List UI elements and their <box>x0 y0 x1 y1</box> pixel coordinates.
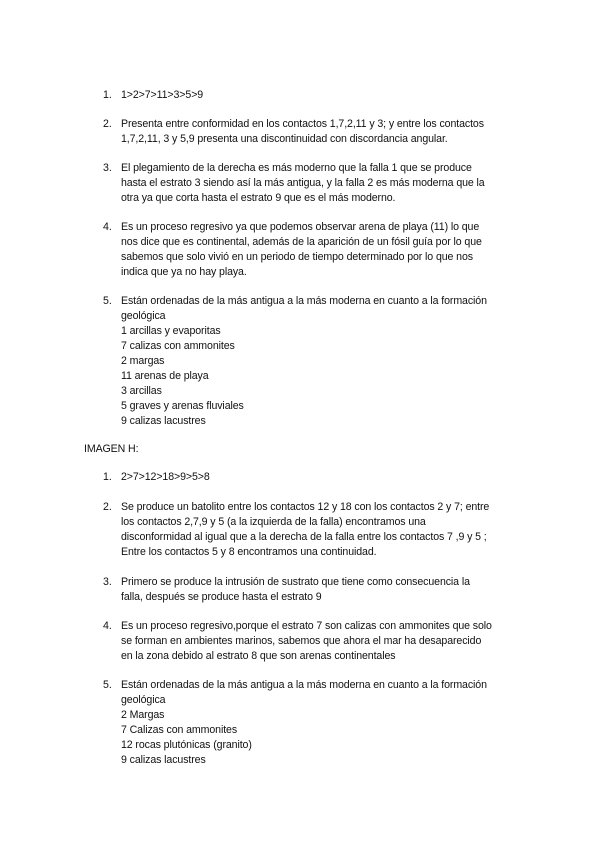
list-item-line: 2>7>12>18>9>5>8 <box>121 471 210 483</box>
list-item-line: los contactos 2,7,9 y 5 (a la izquierda de la falla) encontramos una <box>121 516 426 528</box>
list-item-line: Presenta entre conformidad en los contactos 1,7,2,11 y 3; y entre los contactos <box>121 118 484 130</box>
list-item-line: nos dice que es continental, además de la aparición de un fósil guía por lo que <box>121 236 482 248</box>
list-item-line: disconformidad al igual que a la derecha de la falla entre los contactos 7 ,9 y 5 ; <box>121 531 487 543</box>
list-number: 1. <box>103 89 112 101</box>
list-item-line: Entre los contactos 5 y 8 encontramos una continuidad. <box>121 546 377 558</box>
list-number: 4. <box>103 221 112 233</box>
list-item-line: Primero se produce la intrusión de sustrato que tiene como consecuencia la <box>121 576 470 588</box>
list-number: 5. <box>103 679 112 691</box>
list-number: 3. <box>103 162 112 174</box>
list-item-line: 1 arcillas y evaporitas <box>121 325 221 337</box>
list-number: 2. <box>103 118 112 130</box>
list-item-line: hasta el estrato 3 siendo así la más antigua, y la falla 2 es más moderna que la <box>121 177 485 189</box>
list-number: 3. <box>103 576 112 588</box>
list-item-line: se forman en ambientes marinos, sabemos que ahora el mar ha desaparecido <box>121 635 482 647</box>
list-item-line: 9 calizas lacustres <box>121 415 206 427</box>
list-number: 4. <box>103 620 112 632</box>
list-item-line: otra ya que corta hasta el estrato 9 que es el más moderno. <box>121 192 396 204</box>
list-item-line: 2 Margas <box>121 709 165 721</box>
list-item-line: 7 Calizas con ammonites <box>121 724 238 736</box>
list-item-line: geológica <box>121 694 166 706</box>
list-item-line: Es un proceso regresivo ya que podemos observar arena de playa (11) lo que <box>121 221 480 233</box>
list-item-line: Se produce un batolito entre los contactos 12 y 18 con los contactos 2 y 7; entre <box>121 501 490 513</box>
list-number: 5. <box>103 295 112 307</box>
list-item-line: indica que ya no hay playa. <box>121 266 247 278</box>
list-item-line: sabemos que solo vivió en un periodo de tiempo determinado por lo que nos <box>121 251 473 263</box>
list-number: 2. <box>103 501 112 513</box>
list-item-line: geológica <box>121 310 166 322</box>
list-item-line: El plegamiento de la derecha es más moderno que la falla 1 que se produce <box>121 162 472 174</box>
list-item-line: 5 graves y arenas fluviales <box>121 400 244 412</box>
list-item-line: 12 rocas plutónicas (granito) <box>121 739 252 751</box>
list-item-line: falla, después se produce hasta el estrato 9 <box>121 591 322 603</box>
list-item-line: 11 arenas de playa <box>121 370 209 382</box>
list-item-line: 1>2>7>11>3>5>9 <box>121 89 204 101</box>
list-item-line: 9 calizas lacustres <box>121 754 206 766</box>
list-item-line: en la zona debido al estrato 8 que son arenas continentales <box>121 650 396 662</box>
list-item-line: 2 margas <box>121 355 165 367</box>
list-item-line: Están ordenadas de la más antigua a la más moderna en cuanto a la formación <box>121 295 487 307</box>
section-heading: IMAGEN H: <box>84 443 139 455</box>
list-item-line: 1,7,2,11, 3 y 5,9 presenta una discontinuidad con discordancia angular. <box>121 133 448 145</box>
list-item-line: 7 calizas con ammonites <box>121 340 235 352</box>
list-item-line: Es un proceso regresivo,porque el estrato 7 son calizas con ammonites que solo <box>121 620 492 632</box>
list-number: 1. <box>103 471 112 483</box>
list-item-line: Están ordenadas de la más antigua a la más moderna en cuanto a la formación <box>121 679 487 691</box>
list-item-line: 3 arcillas <box>121 385 162 397</box>
